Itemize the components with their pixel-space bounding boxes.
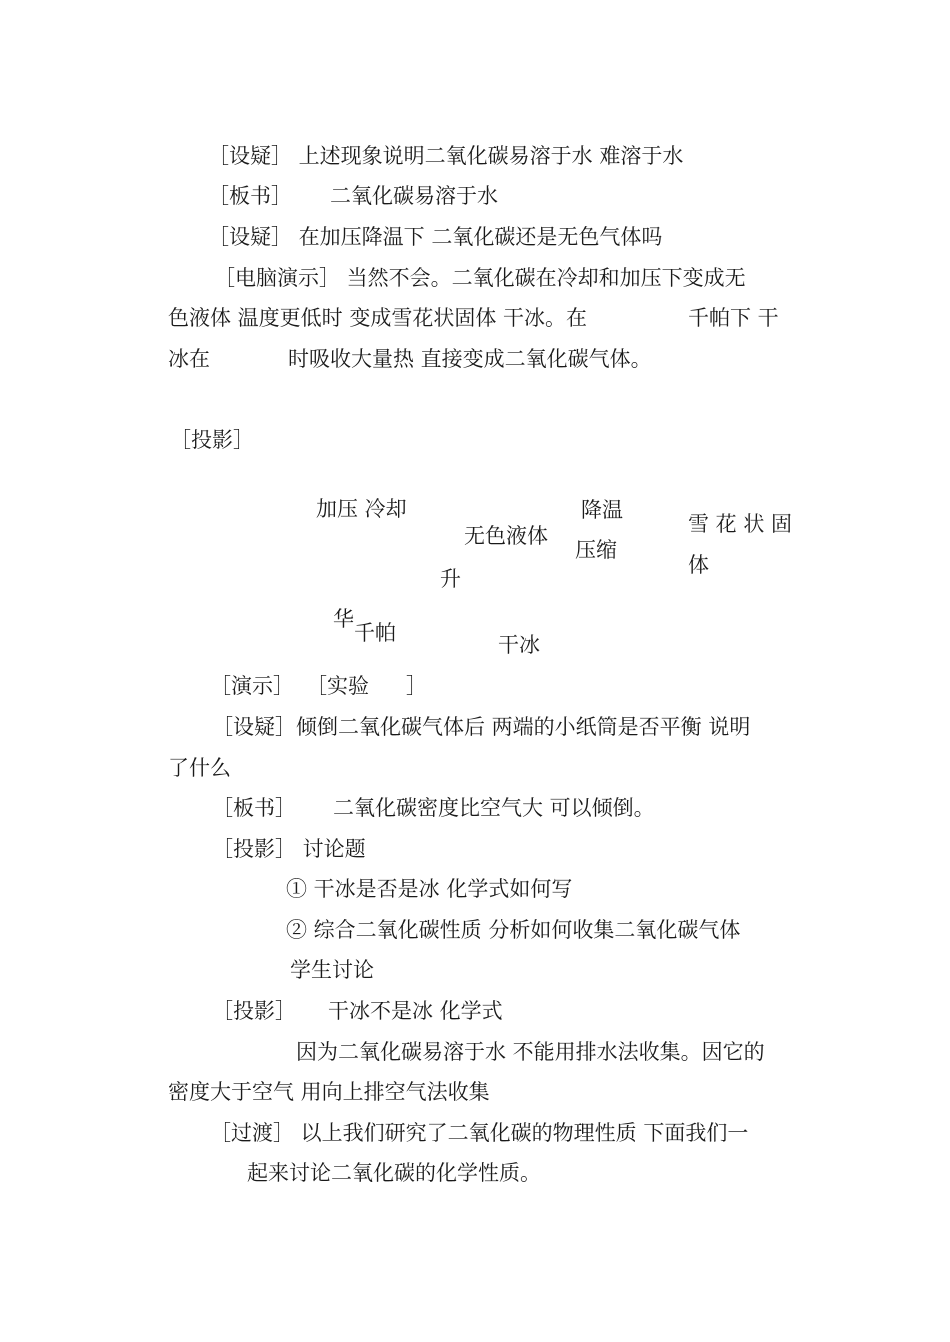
section-label: ［投影］ xyxy=(170,428,254,452)
diagram-label: 压缩 xyxy=(575,538,617,562)
diagram-label: 雪 花 状 固 xyxy=(688,512,793,536)
diagram-label: 无色液体 xyxy=(464,524,548,548)
text-line: 学生讨论 xyxy=(290,958,374,982)
text-line: ［过渡］ 以上我们研究了二氧化碳的物理性质 下面我们一 xyxy=(210,1121,749,1145)
diagram-label: 千帕 xyxy=(354,621,396,645)
list-item: ① 干冰是否是冰 化学式如何写 xyxy=(286,877,573,901)
text-line: 二氧化碳易溶于水 xyxy=(330,184,498,208)
diagram-label: 体 xyxy=(688,553,709,577)
text-line: 冰在 xyxy=(168,347,210,371)
text-line: ［设疑］ 在加压降温下 二氧化碳还是无色气体吗 xyxy=(208,225,663,249)
text-line: ［板书］ xyxy=(208,184,292,208)
text-line: ［设疑］ 上述现象说明二氧化碳易溶于水 难溶于水 xyxy=(208,144,684,168)
text-line: ［设疑］倾倒二氧化碳气体后 两端的小纸筒是否平衡 说明 xyxy=(212,715,751,739)
text-line: 密度大于空气 用向上排空气法收集 xyxy=(168,1080,490,1104)
diagram-label: 干冰 xyxy=(498,633,540,657)
text-line: ［板书］ xyxy=(212,796,296,820)
text-line: ［电脑演示］ 当然不会。二氧化碳在冷却和加压下变成无 xyxy=(214,266,746,290)
text-line: 色液体 温度更低时 变成雪花状固体 干冰。在 xyxy=(168,306,588,330)
diagram-label: 升 xyxy=(440,567,461,591)
text-line: 二氧化碳密度比空气大 可以倾倒。 xyxy=(333,796,655,820)
diagram-label: 华 xyxy=(333,607,354,631)
text-line: ［实验 xyxy=(306,674,369,698)
text-line: ［投影］ 讨论题 xyxy=(212,837,366,861)
text-line: ［投影］ xyxy=(212,999,296,1023)
text-line: 时吸收大量热 直接变成二氧化碳气体。 xyxy=(288,347,652,371)
text-line: ］ xyxy=(406,674,427,698)
diagram-label: 加压 冷却 xyxy=(316,497,407,521)
diagram-label: 降温 xyxy=(581,498,623,522)
text-line: ［演示］ xyxy=(210,674,294,698)
text-line: 干冰不是冰 化学式 xyxy=(328,999,503,1023)
text-line: 起来讨论二氧化碳的化学性质。 xyxy=(247,1161,541,1185)
text-line: 了什么 xyxy=(168,756,231,780)
list-item: ② 综合二氧化碳性质 分析如何收集二氧化碳气体 xyxy=(286,918,741,942)
text-line: 因为二氧化碳易溶于水 不能用排水法收集。因它的 xyxy=(296,1040,765,1064)
text-line: 千帕下 干 xyxy=(688,306,779,330)
